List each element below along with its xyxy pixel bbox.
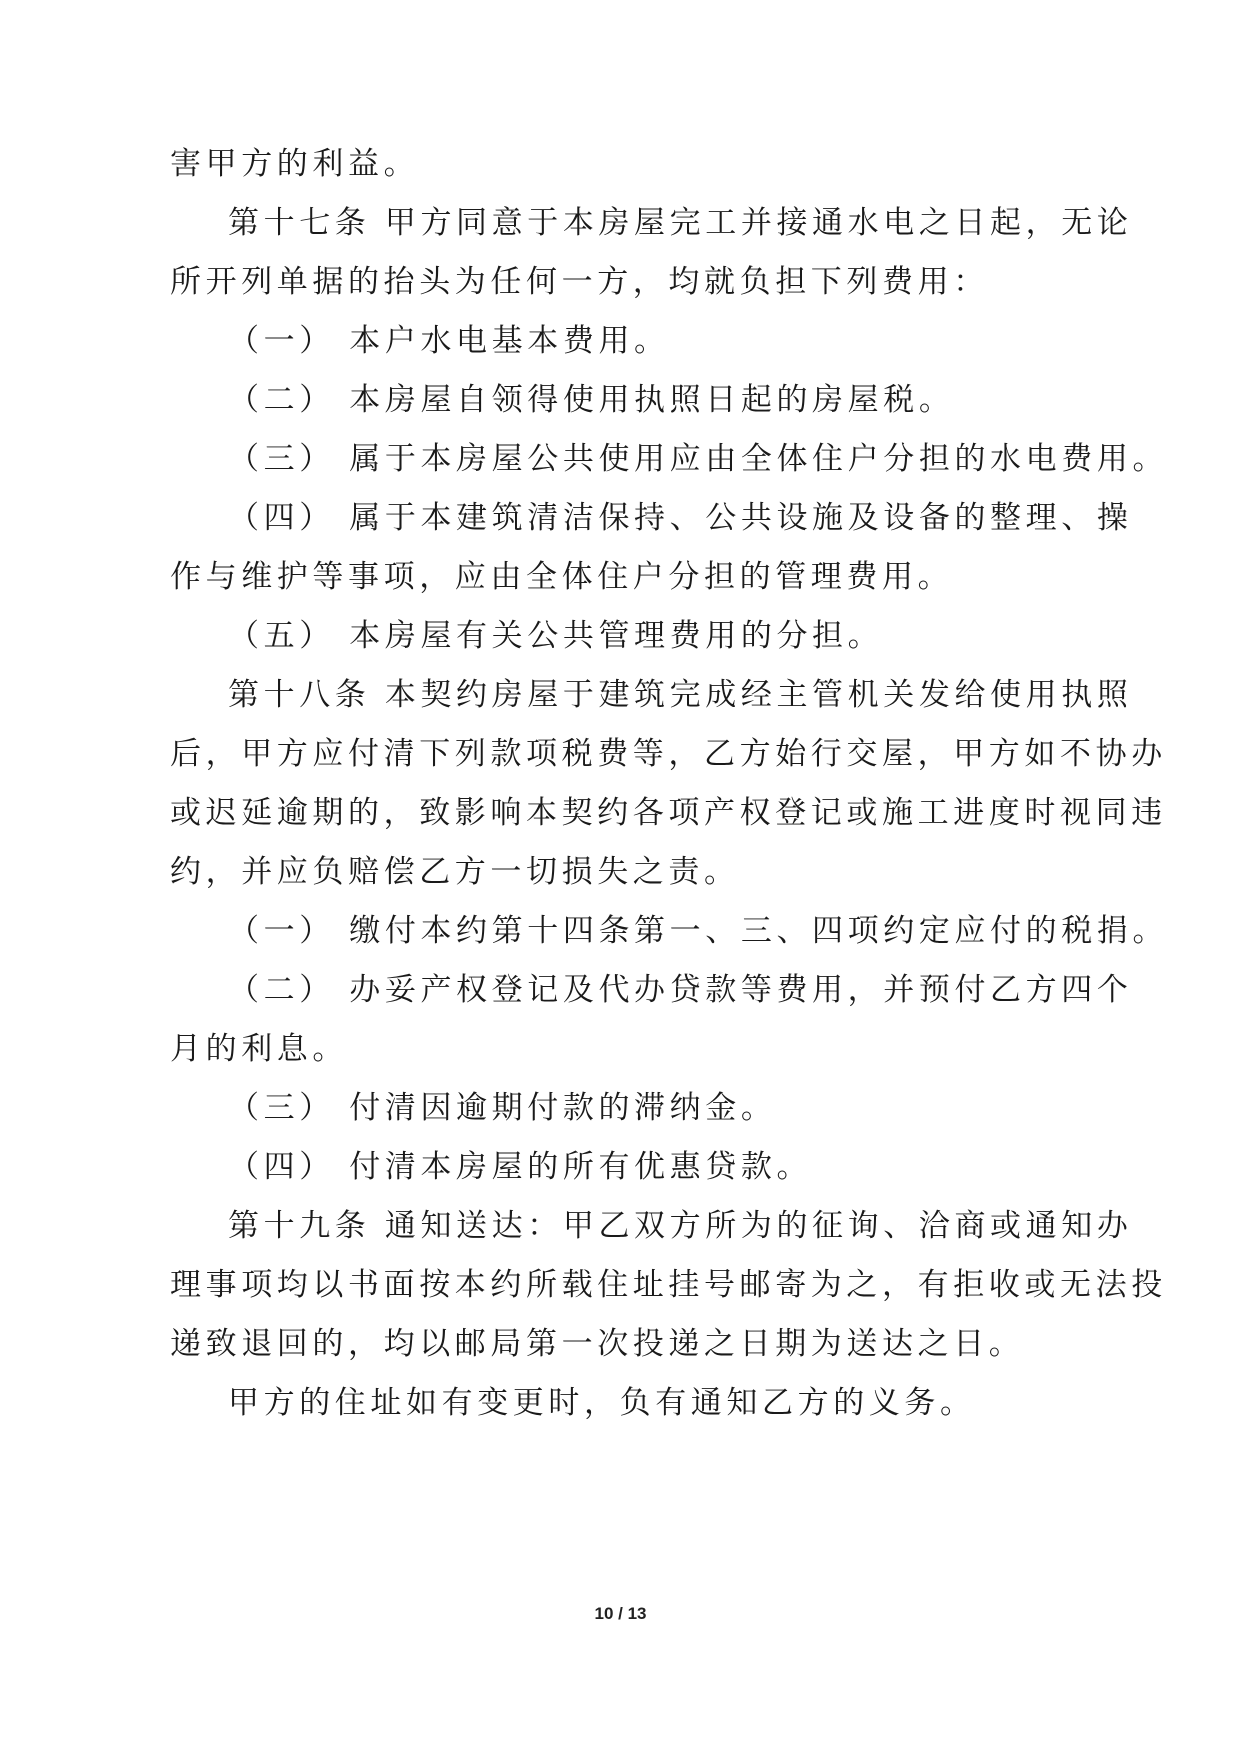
text-line: （二） 办妥产权登记及代办贷款等费用，并预付乙方四个	[228, 972, 1133, 1008]
text-line: 作与维护等事项，应由全体住户分担的管理费用。	[170, 559, 954, 595]
text-line: 后，甲方应付清下列款项税费等，乙方始行交屋，甲方如不协办	[170, 736, 1167, 772]
text-line: 所开列单据的抬头为任何一方，均就负担下列费用：	[170, 264, 989, 300]
text-line: 约，并应负赔偿乙方一切损失之责。	[170, 854, 740, 890]
text-line: （四） 付清本房屋的所有优惠贷款。	[228, 1149, 813, 1185]
page-number: 10 / 13	[594, 1604, 647, 1623]
text-line: （一） 缴付本约第十四条第一、三、四项约定应付的税捐。	[228, 913, 1169, 949]
text-line: （五） 本房屋有关公共管理费用的分担。	[228, 618, 884, 654]
text-line: 或迟延逾期的，致影响本契约各项产权登记或施工进度时视同违	[170, 795, 1167, 831]
text-line: 理事项均以书面按本约所载住址挂号邮寄为之，有拒收或无法投	[170, 1267, 1167, 1303]
text-line: 第十七条 甲方同意于本房屋完工并接通水电之日起，无论	[228, 205, 1133, 241]
text-line: 第十八条 本契约房屋于建筑完成经主管机关发给使用执照	[228, 677, 1133, 713]
text-line: 害甲方的利益。	[170, 146, 420, 182]
text-line: （二） 本房屋自领得使用执照日起的房屋税。	[228, 382, 955, 418]
text-line: （三） 属于本房屋公共使用应由全体住户分担的水电费用。	[228, 441, 1169, 477]
text-line: 第十九条 通知送达：甲乙双方所为的征询、洽商或通知办	[228, 1208, 1133, 1244]
text-line: （三） 付清因逾期付款的滞纳金。	[228, 1090, 777, 1126]
text-line: 月的利息。	[170, 1031, 348, 1067]
text-line: （一） 本户水电基本费用。	[228, 323, 670, 359]
text-line: 递致退回的，均以邮局第一次投递之日期为送达之日。	[170, 1326, 1025, 1362]
text-line: （四） 属于本建筑清洁保持、公共设施及设备的整理、操	[228, 500, 1133, 536]
text-line: 甲方的住址如有变更时，负有通知乙方的义务。	[228, 1385, 976, 1421]
